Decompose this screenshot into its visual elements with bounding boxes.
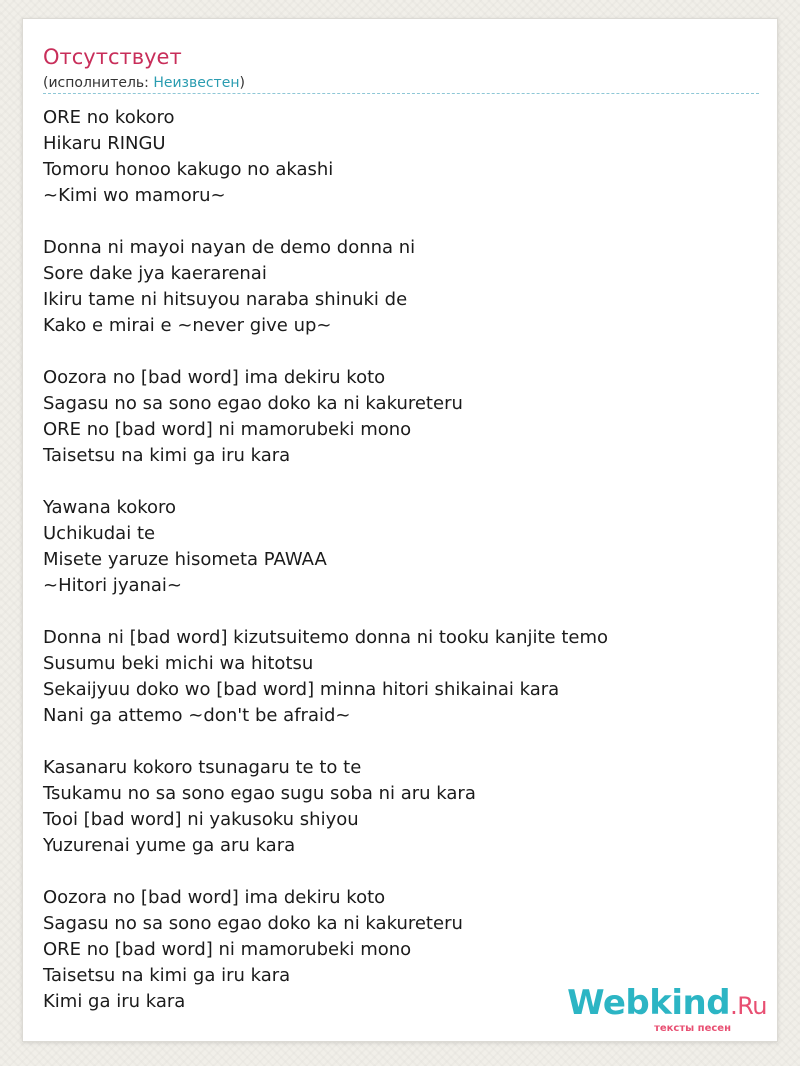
header-divider (43, 93, 759, 94)
lyric-line: ~Hitori jyanai~ (43, 575, 183, 596)
stanza-break (43, 209, 608, 235)
stanza-break (43, 339, 608, 365)
lyrics-card (22, 18, 778, 1042)
artist-prefix: (исполнитель: (43, 75, 154, 91)
lyric-line: Ikiru tame ni hitsuyou naraba shinuki de (43, 289, 408, 310)
logo-tld: .Ru (730, 992, 767, 1020)
lyric-line: Sekaijyuu doko wo [bad word] minna hitori shikainai kara (43, 679, 560, 700)
lyric-line: Sagasu no sa sono egao doko ka ni kakureteru (43, 913, 463, 934)
lyrics-body (43, 105, 608, 1015)
lyric-line: Taisetsu na kimi ga iru kara (43, 965, 291, 986)
lyric-line: Donna ni mayoi nayan de demo donna ni (43, 237, 416, 258)
lyric-line: ORE no [bad word] ni mamorubeki mono (43, 419, 412, 440)
artist-link[interactable]: Неизвестен (153, 75, 240, 91)
stanza-break (43, 859, 608, 885)
site-logo (567, 983, 767, 1023)
lyric-line: Kimi ga iru kara (43, 991, 186, 1012)
stanza-break (43, 729, 608, 755)
lyric-line: Yuzurenai yume ga aru kara (43, 835, 296, 856)
lyric-line: Oozora no [bad word] ima dekiru koto (43, 887, 386, 908)
lyric-line: ORE no kokoro (43, 107, 175, 128)
logo-tagline: тексты песен (654, 1023, 731, 1034)
lyric-line: Kasanaru kokoro tsunagaru te to te (43, 757, 362, 778)
lyric-line: Sagasu no sa sono egao doko ka ni kakureteru (43, 393, 463, 414)
lyric-line: Uchikudai te (43, 523, 156, 544)
lyric-line: Kako e mirai e ~never give up~ (43, 315, 332, 336)
lyric-line: Yawana kokoro (43, 497, 177, 518)
lyric-line: Misete yaruze hisometa PAWAA (43, 549, 327, 570)
lyric-line: Oozora no [bad word] ima dekiru koto (43, 367, 386, 388)
lyric-line: Hikaru RINGU (43, 133, 166, 154)
song-title: Отсутствует (43, 45, 182, 69)
lyric-line: Susumu beki michi wa hitotsu (43, 653, 314, 674)
lyric-line: Taisetsu na kimi ga iru kara (43, 445, 291, 466)
lyric-line: Tsukamu no sa sono egao sugu soba ni aru kara (43, 783, 476, 804)
lyric-line: Nani ga attemo ~don't be afraid~ (43, 705, 351, 726)
lyric-line: Tooi [bad word] ni yakusoku shiyou (43, 809, 359, 830)
lyric-line: ORE no [bad word] ni mamorubeki mono (43, 939, 412, 960)
lyric-line: ~Kimi wo mamoru~ (43, 185, 226, 206)
lyric-line: Tomoru honoo kakugo no akashi (43, 159, 334, 180)
stanza-break (43, 469, 608, 495)
artist-suffix: ) (239, 75, 245, 91)
lyric-line: Sore dake jya kaerarenai (43, 263, 267, 284)
stanza-break (43, 599, 608, 625)
lyric-line: Donna ni [bad word] kizutsuitemo donna ni tooku kanjite temo (43, 627, 609, 648)
logo-name: Webkind (567, 983, 731, 1023)
site-logo-link[interactable] (567, 983, 767, 1034)
artist-line (43, 73, 245, 93)
